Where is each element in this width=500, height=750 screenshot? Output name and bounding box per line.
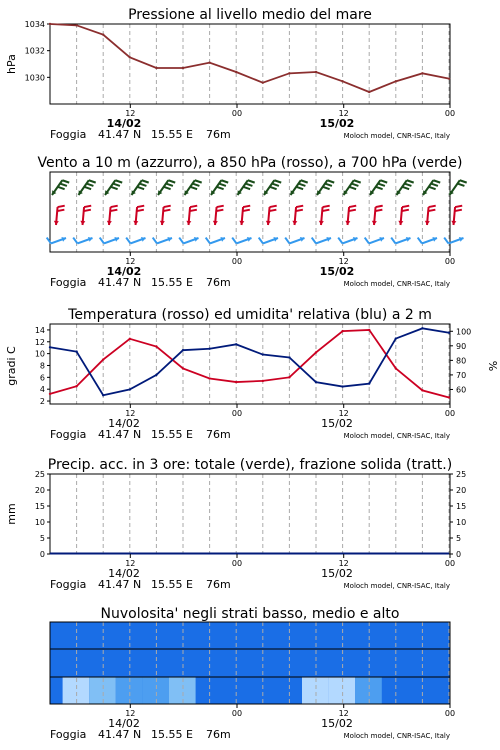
wind-850-barb-feather [137, 206, 144, 207]
y-tick-label-left: 15 [34, 502, 45, 511]
wind-850-barb-feather [190, 206, 197, 207]
wind-700-barb-feather [349, 187, 356, 189]
wind-10m-barb-feather [285, 238, 289, 244]
wind-700-barb-feather [376, 187, 383, 189]
y-tick-label-right: 15 [456, 502, 467, 511]
wind-700-barb-feather [270, 187, 277, 189]
wind-700-barb [317, 180, 334, 195]
wind-850-barb-feather [323, 206, 330, 207]
location-lon: 15.55 E [151, 428, 193, 441]
wind-700-barb-feather [115, 180, 122, 182]
x-tick-label: 12 [338, 257, 349, 266]
x-tick-label: 00 [231, 559, 243, 568]
wind-850-barb-feather [402, 210, 409, 211]
y-tick-label-right: 100 [456, 327, 472, 337]
x-tick-label: 00 [444, 257, 456, 266]
wind-700-barb-feather [217, 187, 224, 189]
temp-frame [50, 324, 450, 404]
location-lon: 15.55 E [151, 578, 193, 591]
x-tick-label: 00 [444, 559, 456, 568]
precip-frame [50, 474, 450, 554]
cloud-cell-low [329, 677, 356, 704]
wind-700-barb-feather [137, 187, 144, 189]
wind-700-barb-feather [113, 184, 120, 186]
wind-850-barb [345, 206, 356, 225]
wind-10m-barb [73, 237, 92, 243]
wind-850-barb-feather [163, 210, 170, 211]
location-elev: 76m [206, 578, 231, 591]
wind-700-barb-feather [380, 180, 387, 182]
y-tick-label-right: 70 [456, 370, 467, 380]
x-tick-label: 12 [125, 709, 136, 718]
credit-label: Moloch model, CNR-ISAC, Italy [343, 432, 450, 440]
wind-700-barb-feather [433, 180, 440, 182]
x-tick-label: 00 [444, 109, 456, 118]
wind-700-barb-feather [407, 180, 414, 182]
x-tick-label: 12 [338, 559, 349, 568]
wind-700-barb-feather [84, 187, 91, 189]
wind-850-barb-feather [137, 210, 144, 211]
location-elev: 76m [206, 276, 231, 289]
wind-850-barb-head [372, 221, 377, 225]
wind-850-barb-feather [270, 206, 277, 207]
temp-title: Temperatura (rosso) ed umidita' relativa (blu) a 2 m [68, 307, 432, 323]
x-tick-label: 00 [231, 109, 243, 118]
wind-700-barb [105, 180, 122, 195]
wind-title: Vento a 10 m (azzurro), a 850 hPa (rosso), a 700 hPa (verde) [37, 155, 463, 171]
y-tick-label-right: 80 [456, 356, 467, 366]
wind-700-barb-feather [111, 187, 118, 189]
x-tick-label: 12 [338, 109, 349, 118]
y-tick-label-right: 25 [456, 470, 467, 479]
wind-700-barb [450, 180, 467, 195]
wind-10m-barb-feather [338, 238, 342, 244]
wind-850-barb [292, 206, 303, 225]
wind-700-barb-feather [460, 180, 467, 182]
cloud-title: Nuvolosita' negli strati basso, medio e alto [100, 606, 400, 622]
y-tick-label-right: 5 [456, 534, 462, 543]
wind-700-barb-feather [195, 180, 202, 182]
wind-850-barb-feather [455, 210, 462, 211]
wind-700-barb-feather [327, 180, 334, 182]
cloud-panel [50, 606, 455, 741]
wind-10m-barb-feather [365, 238, 369, 244]
wind-850-barb-feather [429, 206, 436, 207]
wind-850-barb [319, 206, 330, 225]
y-tick-label-left: 6 [39, 373, 45, 383]
wind-700-barb-feather [274, 180, 281, 182]
cloud-cell-low [89, 677, 116, 704]
cloud-cell-low [142, 677, 169, 704]
pressure-frame [50, 24, 450, 104]
y-tick-label-left: 8 [39, 361, 45, 371]
location-city: Foggia [50, 128, 87, 141]
wind-700-barb [370, 180, 387, 195]
wind-700-barb [264, 180, 281, 195]
wind-700-barb-feather [246, 184, 253, 186]
pressure-title: Pressione al livello medio del mare [128, 7, 372, 23]
location-city: Foggia [50, 276, 87, 289]
x-tick-label: 12 [125, 109, 136, 118]
wind-850-barb [107, 206, 118, 225]
location-city: Foggia [50, 728, 87, 741]
wind-850-barb [213, 206, 224, 225]
wind-850-barb-feather [455, 206, 462, 207]
wind-850-barb [266, 206, 277, 225]
wind-850-barb-feather [111, 206, 118, 207]
wind-10m-barb [100, 237, 119, 243]
wind-10m-barb-feather [312, 238, 316, 244]
wind-10m-barb [444, 237, 463, 243]
wind-850-barb-head [398, 221, 403, 225]
wind-850-barb-feather [243, 206, 250, 207]
y-tick-label-right: 10 [456, 518, 467, 527]
x-tick-label: 00 [444, 709, 456, 718]
wind-700-barb [344, 180, 361, 195]
wind-850-barb-head [54, 221, 59, 225]
y-tick-label-right: 20 [456, 486, 467, 495]
wind-700-barb-feather [164, 187, 171, 189]
wind-700-barb-feather [458, 184, 465, 186]
wind-700-barb-feather [325, 184, 332, 186]
cloud-cell-low [63, 677, 90, 704]
wind-700-barb-feather [58, 187, 65, 189]
wind-850-barb-head [345, 221, 350, 225]
wind-850-barb-feather [349, 206, 356, 207]
wind-850-barb-head [160, 221, 165, 225]
wind-850-barb-head [319, 221, 324, 225]
wind-700-barb-feather [166, 184, 173, 186]
humidity-series-line [50, 328, 449, 395]
wind-700-barb-feather [248, 180, 255, 182]
wind-850-barb-feather [296, 206, 303, 207]
y-tick-label-left: 10 [34, 349, 45, 359]
wind-10m-barb-feather [418, 238, 422, 244]
wind-700-barb-feather [221, 180, 228, 182]
wind-panel [37, 155, 466, 289]
wind-700-barb [291, 180, 308, 195]
wind-850-barb-head [80, 221, 85, 225]
y-tick-label-left: 25 [34, 470, 45, 479]
wind-850-barb-head [239, 221, 244, 225]
date-label: 14/02 [108, 717, 140, 730]
wind-850-barb [425, 206, 436, 225]
location-elev: 76m [206, 128, 231, 141]
wind-700-barb [211, 180, 228, 195]
cloud-cell-low [169, 677, 196, 704]
location-lon: 15.55 E [151, 276, 193, 289]
wind-700-barb [238, 180, 255, 195]
wind-850-barb-head [213, 221, 218, 225]
wind-700-barb-feather [190, 187, 197, 189]
wind-850-barb-feather [375, 210, 382, 211]
precip-ylabel: mm [5, 503, 18, 525]
wind-700-barb [185, 180, 202, 195]
cloud-cell-low [355, 677, 382, 704]
wind-700-barb-feather [431, 184, 438, 186]
x-tick-label: 12 [125, 257, 136, 266]
date-label: 15/02 [319, 117, 355, 130]
wind-700-barb-feather [87, 184, 94, 186]
location-lat: 41.47 N [98, 276, 142, 289]
wind-850-barb-feather [428, 210, 435, 211]
date-label: 14/02 [108, 417, 140, 430]
wind-10m-barb-feather [444, 238, 448, 244]
y-tick-label-right: 0 [456, 550, 462, 559]
wind-700-barb-feather [219, 184, 226, 186]
y-tick-label-right: 60 [456, 385, 467, 395]
y-tick-label: 1032 [24, 46, 45, 56]
x-tick-label: 12 [125, 559, 136, 568]
wind-850-barb [372, 206, 383, 225]
location-lon: 15.55 E [151, 128, 193, 141]
wind-850-barb-feather [269, 210, 276, 211]
wind-850-barb [451, 206, 462, 225]
y-tick-label-left: 4 [39, 385, 45, 395]
precip-title: Precip. acc. in 3 ore: totale (verde), frazione solida (tratt.) [47, 457, 453, 473]
x-tick-label: 00 [231, 709, 243, 718]
y-tick-label: 1030 [24, 73, 45, 83]
date-label: 15/02 [319, 265, 355, 278]
precip-panel [5, 457, 466, 591]
date-label: 15/02 [321, 417, 353, 430]
wind-700-barb-feather [243, 187, 250, 189]
wind-850-barb-head [133, 221, 138, 225]
humidity-ylabel: % [486, 360, 499, 372]
wind-850-barb [160, 206, 171, 225]
wind-850-barb-feather [84, 206, 91, 207]
wind-10m-barb [153, 237, 172, 243]
wind-850-barb-head [107, 221, 112, 225]
wind-850-barb [398, 206, 409, 225]
location-lat: 41.47 N [98, 428, 142, 441]
credit-label: Moloch model, CNR-ISAC, Italy [343, 582, 450, 590]
location-elev: 76m [206, 728, 231, 741]
y-tick-label-left: 20 [34, 486, 45, 495]
pressure-ylabel: hPa [5, 54, 18, 74]
wind-700-barb-feather [323, 187, 330, 189]
wind-10m-barb [391, 237, 410, 243]
date-label: 14/02 [108, 567, 140, 580]
temp-panel [5, 307, 499, 441]
x-tick-label: 00 [444, 409, 456, 418]
wind-700-barb-feather [272, 184, 279, 186]
wind-700-barb [52, 180, 69, 195]
wind-700-barb-feather [168, 180, 175, 182]
wind-10m-barb [312, 237, 331, 243]
wind-850-barb-feather [243, 210, 250, 211]
wind-850-barb-feather [376, 206, 383, 207]
wind-10m-barb [285, 237, 304, 243]
temp-ylabel: gradi C [5, 346, 18, 386]
wind-700-barb-feather [402, 187, 409, 189]
location-lat: 41.47 N [98, 728, 142, 741]
y-tick-label-left: 10 [34, 518, 45, 527]
wind-700-barb [79, 180, 96, 195]
wind-700-barb-feather [89, 180, 96, 182]
wind-700-barb-feather [60, 184, 67, 186]
date-label: 14/02 [106, 117, 142, 130]
wind-850-barb-feather [110, 210, 117, 211]
wind-850-barb [80, 206, 91, 225]
wind-10m-barb [365, 237, 384, 243]
wind-850-barb-feather [217, 206, 224, 207]
wind-850-barb-head [186, 221, 191, 225]
wind-700-barb [397, 180, 414, 195]
wind-10m-barb [126, 237, 145, 243]
wind-850-barb-feather [402, 206, 409, 207]
date-label: 15/02 [321, 567, 353, 580]
wind-700-barb-feather [354, 180, 361, 182]
wind-850-barb-head [266, 221, 271, 225]
wind-10m-barb [418, 237, 437, 243]
wind-700-barb-feather [429, 187, 436, 189]
x-tick-label: 12 [125, 409, 136, 418]
y-tick-label: 1034 [24, 20, 45, 29]
wind-700-barb [132, 180, 149, 195]
wind-700-barb-feather [296, 187, 303, 189]
location-city: Foggia [50, 428, 87, 441]
wind-850-barb-head [451, 221, 456, 225]
y-tick-label-left: 0 [39, 550, 45, 559]
y-tick-label-left: 12 [34, 337, 45, 347]
wind-700-barb-feather [142, 180, 149, 182]
wind-700-barb-feather [352, 184, 359, 186]
location-lat: 41.47 N [98, 578, 142, 591]
wind-700-barb-feather [301, 180, 308, 182]
wind-10m-barb [232, 237, 251, 243]
temperature-series-line [50, 330, 449, 398]
cloud-cell-low [116, 677, 143, 704]
wind-850-barb [186, 206, 197, 225]
y-tick-label-left: 5 [39, 534, 45, 543]
wind-700-barb-feather [405, 184, 412, 186]
wind-850-barb [239, 206, 250, 225]
wind-700-barb-feather [140, 184, 147, 186]
pressure-panel [5, 7, 455, 141]
wind-850-barb-head [425, 221, 430, 225]
wind-850-barb-feather [58, 206, 65, 207]
wind-10m-barb [179, 237, 198, 243]
wind-850-barb-feather [57, 210, 64, 211]
y-tick-label-left: 14 [34, 325, 45, 335]
wind-700-barb-feather [193, 184, 200, 186]
credit-label: Moloch model, CNR-ISAC, Italy [343, 732, 450, 740]
x-tick-label: 00 [231, 409, 243, 418]
wind-850-barb-feather [84, 210, 91, 211]
x-tick-label: 00 [231, 257, 243, 266]
y-tick-label-right: 90 [456, 341, 467, 351]
wind-850-barb-feather [164, 206, 171, 207]
wind-850-barb [54, 206, 65, 225]
wind-10m-barb [206, 237, 225, 243]
wind-850-barb-feather [216, 210, 223, 211]
location-elev: 76m [206, 428, 231, 441]
wind-700-barb-feather [378, 184, 385, 186]
credit-label: Moloch model, CNR-ISAC, Italy [343, 280, 450, 288]
credit-label: Moloch model, CNR-ISAC, Italy [343, 132, 450, 140]
location-city: Foggia [50, 578, 87, 591]
y-tick-label-left: 2 [39, 397, 45, 407]
wind-10m-barb [259, 237, 278, 243]
pressure-series-line [50, 24, 449, 92]
x-tick-label: 12 [338, 409, 349, 418]
location-lon: 15.55 E [151, 728, 193, 741]
date-label: 15/02 [321, 717, 353, 730]
wind-850-barb-feather [296, 210, 303, 211]
wind-10m-barb-feather [391, 238, 395, 244]
wind-850-barb-feather [349, 210, 356, 211]
date-label: 14/02 [106, 265, 142, 278]
wind-700-barb-feather [299, 184, 306, 186]
x-tick-label: 12 [338, 709, 349, 718]
cloud-cell-low [302, 677, 329, 704]
wind-850-barb-feather [190, 210, 197, 211]
wind-700-barb [423, 180, 440, 195]
wind-10m-barb [338, 237, 357, 243]
wind-850-barb-feather [322, 210, 329, 211]
wind-700-barb [158, 180, 175, 195]
wind-850-barb [133, 206, 144, 225]
wind-850-barb-head [292, 221, 297, 225]
location-lat: 41.47 N [98, 128, 142, 141]
wind-700-barb-feather [62, 180, 69, 182]
